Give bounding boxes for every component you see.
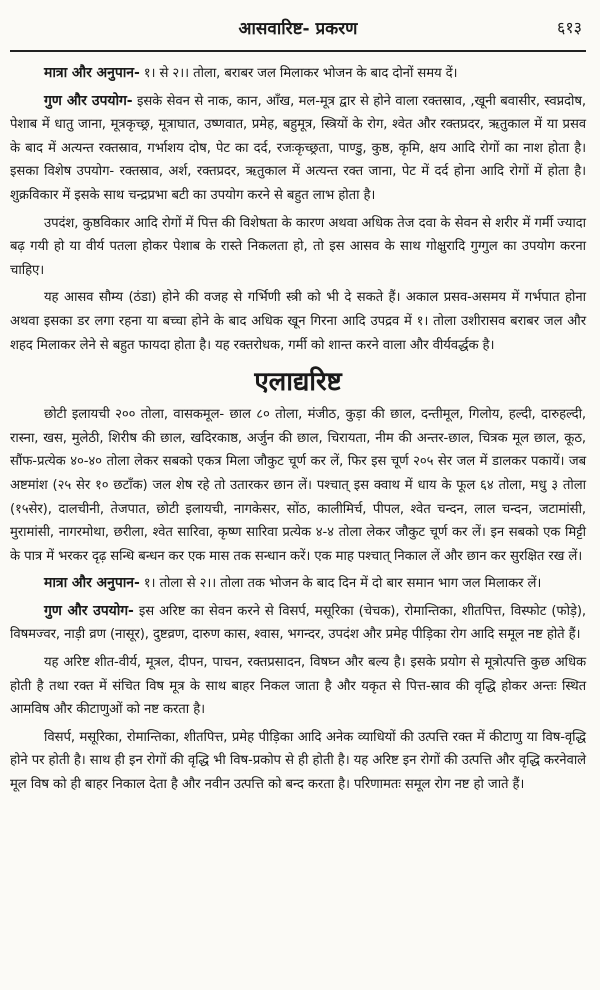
uses-paragraph-2 — [10, 600, 586, 647]
body-paragraph: विसर्प, मसूरिका, रोमान्तिका, शीतपित्त, प्रमेह पीड़िका आदि अनेक व्याधियों की उत्पत्ति रक्त में कीटाणु या विष-वृद्धि होने पर होती है। साथ ही इन रोगों की वृद्धि भी विष-प्रकोप से ही होती है। यह अरिष्ट इन रोगों की उत्पत्ति और वृद्धि करनेवाले मूल विष को ही बाहर निकाल देता है और नवीन उत्पत्ति को बन्द करता है। परिणामतः समूल रोग नष्ट हो जाते हैं। — [10, 729, 586, 793]
running-header — [10, 10, 586, 52]
body-paragraph: उपदंश, कुष्ठविकार आदि रोगों में पित्त की विशेषता के कारण अथवा अधिक तेज दवा के सेवन से शरीर में गर्मी ज्यादा बढ़ गयी हो या वीर्य पतला होकर पेशाब के रास्ते निकलता हो, तो इस आसव के साथ गोक्षुरादि गुग्गुल का उपयोग करना चाहिए। — [10, 215, 586, 278]
uses-text: इस अरिष्ट का सेवन करने से विसर्प, मसूरिका (चेचक), रोमान्तिका, शीतपित्त, विस्फोट (फोड़े), विषमज्वर, नाड़ी व्रण (नासूर), दुष्टव्रण, दारुण कास, श्वास, भगन्दर, उपदंश और प्रमेह पीड़िका रोग आदि समूल नष्ट होते हैं। — [10, 603, 586, 643]
dose-label: मात्रा और अनुपान- — [44, 65, 140, 81]
uses-paragraph-1 — [10, 90, 586, 208]
dose-label: मात्रा और अनुपान- — [44, 575, 140, 592]
uses-text: इसके सेवन से नाक, कान, आँख, मल-मूत्र द्वार से होने वाला रक्तस्राव, ,खूनी बवासीर, स्वप्नदोष, पेशाब में धातु जाना, मूत्रकृच्छ्र, मूत्राघात, उष्णवात, प्रमेह, बहुमूत्र, स्त्रियों के रोग, श्वेत और रक्तप्रदर, ऋतुकाल में या प्रसव के बाद में अत्यन्त रक्तस्राव, गर्भाशय दोष, पेट का दर्द, रजःकृच्छ्रता, पाण्डु, कुष्ठ, कृमि, क्षय आदि रोगों का नाश होता है। इसका विशेष उपयोग- रक्तस्राव, अर्श, रक्तप्रदर, ऋतुकाल में अत्यन्त रक्त जाना, पेट में दर्द होना आदि रोगों में होता है। शुक्रविकार में इसके साथ चन्द्रप्रभा बटी का उपयोग करने से बहुत लाभ होता है। — [10, 93, 586, 203]
dose-text: १। तोला से २।। तोला तक भोजन के बाद दिन में दो बार समान भाग जल मिलाकर लें। — [143, 576, 542, 592]
recipe-paragraph: छोटी इलायची २०० तोला, वासकमूल- छाल ८० तोला, मंजीठ, कुड़ा की छाल, दन्तीमूल, गिलोय, हल्दी, दारुहल्दी, रास्ना, खस, मुलेठी, शिरीष की छाल, खदिरकाष्ठ, अर्जुन की छाल, चिरायता, नीम की अन्तर-छाल, चित्रक मूल छाल, कूठ, सौंफ-प्रत्येक ४०-४० तोला लेकर सबको एकत्र मिला जौकुट चूर्ण कर लें, फिर इस चूर्ण २०५ सेर जल में डालकर पकायें। जब अष्टमांश (२५ सेर १० छटाँक) जल शेष रहे तो उतारकर छान लें। पश्चात् इस क्वाथ में धाय के फूल ६४ तोला, मधु ३ तोला (१५सेर), दालचीनी, तेजपात, छोटी इलायची, नागकेसर, सोंठ, कालीमिर्च, पीपल, श्वेत चन्दन, लाल चन्दन, जटामांसी, मुरामांसी, नागरमोथा, छरीला, श्वेत सारिवा, कृष्ण सारिवा प्रत्येक ४-४ तोला लेकर जौकुट चूर्ण कर लें। इन सबको एक मिट्टी के पात्र में भरकर दृढ़ सन्धि बन्धन कर एक मास तक सन्धान करें। एक माह पश्चात् निकाल लें और छान कर सुरक्षित रख लें। — [10, 407, 586, 564]
uses-label: गुण और उपयोग- — [44, 602, 134, 619]
dose-paragraph-1 — [10, 62, 586, 86]
page-body — [10, 62, 586, 797]
page-number: ६१३ — [557, 18, 582, 37]
running-title: आसवारिष्ट- प्रकरण — [238, 19, 358, 39]
section-heading: एलाद्यरिष्ट — [254, 367, 342, 398]
dose-text: १। से २।। तोला, बराबर जल मिलाकर भोजन के बाद दोनों समय दें। — [143, 66, 458, 81]
body-paragraph: यह अरिष्ट शीत-वीर्य, मूत्रल, दीपन, पाचन, रक्तप्रसादन, विषघ्न और बल्य है। इसके प्रयोग से मूत्रोत्पत्ति कुछ अधिक होती है तथा रक्त में संचित विष मूत्र के साथ बाहर निकल जाता है और यकृत से पित्त-स्राव की वृद्धि होकर अन्तः स्थित आमविष और कीटाणुओं को नष्ट करता है। — [10, 655, 586, 718]
body-paragraph: यह आसव सौम्य (ठंडा) होने की वजह से गर्भिणी स्त्री को भी दे सकते हैं। अकाल प्रसव-असमय में गर्भपात होना अथवा इसका डर लगा रहना या बच्चा होने के बाद अधिक खून गिरना आदि उपद्रव में १। तोला उशीरासव बराबर जल और शहद मिलाकर लेने से बहुत फायदा होता है। यह रक्तरोधक, गर्मी को शान्त करने वाला और वीर्यवर्द्धक है। — [10, 290, 586, 353]
dose-paragraph-2 — [10, 572, 586, 596]
uses-label: गुण और उपयोग- — [44, 92, 133, 109]
